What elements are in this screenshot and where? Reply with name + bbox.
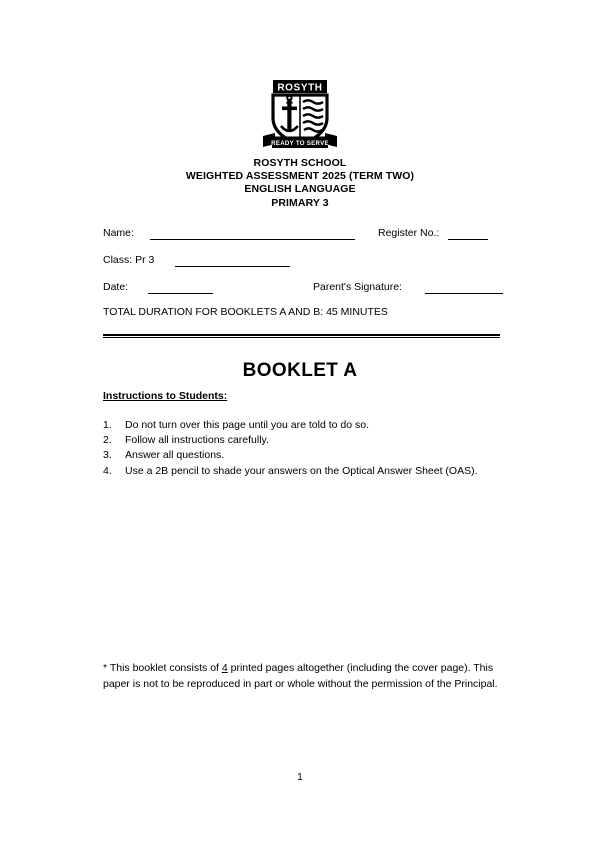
- parent-signature-label: Parent's Signature:: [313, 281, 402, 293]
- form-row-class: [103, 252, 503, 279]
- list-item: [103, 418, 523, 433]
- class-label: Class: Pr 3: [103, 254, 155, 266]
- list-item: [103, 448, 523, 463]
- footnote-page-count: 4: [221, 662, 228, 674]
- footnote-part-2: printed pages altogether (including the cover page). This paper is not to be reproduced in part or whole without the permission of the Principal.: [103, 662, 498, 690]
- list-item-text: Do not turn over this page until you are told to do so.: [125, 419, 369, 431]
- level-name: PRIMARY 3: [271, 196, 329, 209]
- crest-container: [0, 78, 600, 152]
- register-no-label: Register No.:: [378, 227, 440, 239]
- list-item-number: 4.: [103, 464, 112, 477]
- list-item: [103, 464, 523, 479]
- form-row-name: [103, 225, 503, 252]
- date-input[interactable]: [148, 293, 213, 294]
- exam-header: [0, 157, 600, 210]
- date-label: Date:: [103, 281, 129, 293]
- assessment-title: WEIGHTED ASSESSMENT 2025 (TERM TWO): [185, 170, 415, 183]
- name-label: Name:: [103, 227, 134, 239]
- footnote: [103, 661, 515, 692]
- list-item-text: Use a 2B pencil to shade your answers on the Optical Answer Sheet (OAS).: [125, 464, 478, 477]
- list-item-number: 3.: [103, 449, 112, 462]
- instructions-list: [103, 418, 523, 479]
- list-item-text: Answer all questions.: [125, 449, 225, 462]
- total-duration-text: TOTAL DURATION FOR BOOKLETS A AND B: 45 MINUTES: [103, 306, 388, 318]
- footnote-part-1: * This booklet consists of: [103, 662, 222, 674]
- student-details-form: [103, 225, 503, 306]
- form-row-date: [103, 279, 503, 306]
- booklet-title: BOOKLET A: [242, 360, 358, 381]
- parent-signature-input[interactable]: [425, 293, 503, 294]
- subject-name: ENGLISH LANGUAGE: [244, 183, 356, 196]
- class-input[interactable]: [175, 266, 290, 267]
- list-item-number: 2.: [103, 434, 112, 447]
- name-input[interactable]: [150, 239, 355, 240]
- svg-text:ROSYTH: ROSYTH: [277, 82, 323, 94]
- list-item-text: Follow all instructions carefully.: [125, 434, 269, 447]
- register-no-input[interactable]: [448, 239, 488, 240]
- school-name: ROSYTH SCHOOL: [253, 157, 347, 169]
- school-crest-icon: [261, 78, 339, 152]
- page-number: 1: [297, 772, 303, 783]
- list-item-number: 1.: [103, 419, 112, 431]
- section-divider: [103, 334, 500, 338]
- instructions-heading: Instructions to Students:: [103, 390, 228, 402]
- svg-text:READY TO SERVE: READY TO SERVE: [271, 140, 329, 148]
- list-item: [103, 433, 523, 448]
